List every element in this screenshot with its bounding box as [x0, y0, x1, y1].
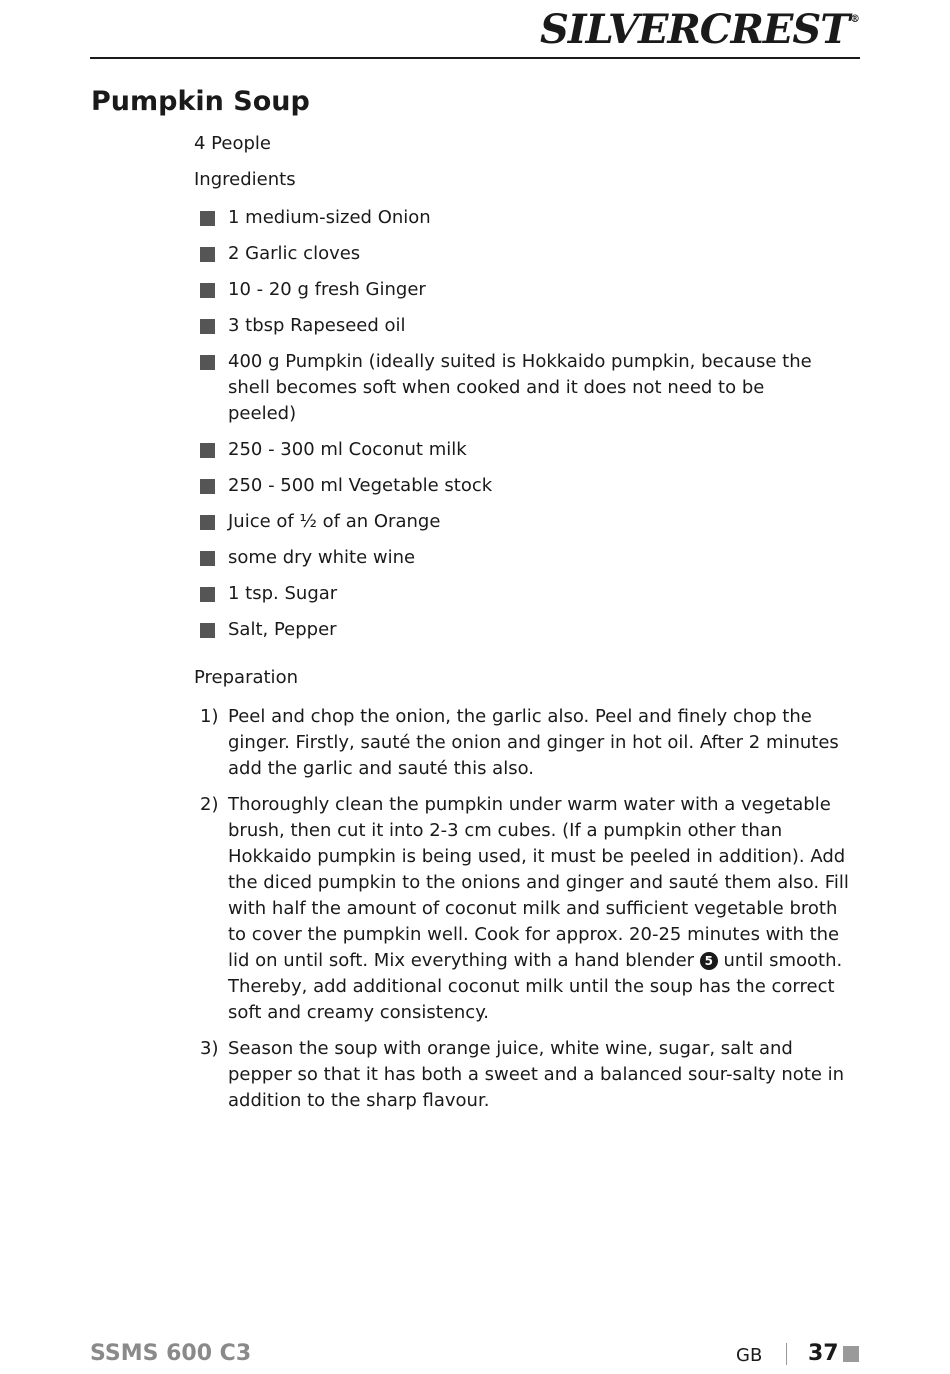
page-number: 37: [808, 1341, 839, 1366]
step-item: [200, 704, 858, 782]
ingredient-text: 3 tbsp Rapeseed oil: [228, 315, 406, 336]
page-title: Pumpkin Soup: [91, 86, 310, 117]
ingredient-text: 10 - 20 g fresh Ginger: [228, 279, 426, 300]
square-bullet-icon: [200, 247, 215, 262]
brand-logo-text: SILVERCREST: [540, 6, 849, 53]
step-text: Peel and chop the onion, the garlic also. Peel and finely chop the ginger. Firstly, sauté the onion and ginger in hot oil. After 2 minutes add the garlic and sauté this also.: [228, 706, 839, 779]
ingredient-item: [200, 473, 830, 499]
ingredient-item: [200, 509, 830, 535]
square-bullet-icon: [200, 623, 215, 638]
step-number: 3): [200, 1038, 219, 1059]
ingredient-item: [200, 313, 830, 339]
ingredient-item: [200, 241, 830, 267]
footer-language: GB: [736, 1345, 763, 1366]
ingredient-text: 1 tsp. Sugar: [228, 583, 338, 604]
step-text-part: until smooth. Thereby, add additional coconut milk until the soup has the correct soft and creamy consistency.: [228, 950, 843, 1023]
page-marker-square-icon: [843, 1346, 859, 1362]
figure-reference-5-icon: 5: [700, 952, 718, 970]
ingredients-heading: Ingredients: [194, 169, 296, 190]
square-bullet-icon: [200, 443, 215, 458]
ingredient-item: [200, 205, 830, 231]
step-number: 2): [200, 794, 219, 815]
footer-divider: [786, 1343, 787, 1365]
ingredient-text: 2 Garlic cloves: [228, 243, 361, 264]
ingredient-text: 400 g Pumpkin (ideally suited is Hokkaido pumpkin, because the shell becomes soft when cooked and it does not need to be peeled): [228, 351, 812, 424]
square-bullet-icon: [200, 355, 215, 370]
ingredient-text: some dry white wine: [228, 547, 416, 568]
ingredients-list: [200, 205, 830, 653]
square-bullet-icon: [200, 319, 215, 334]
square-bullet-icon: [200, 551, 215, 566]
brand-logo: [540, 6, 859, 53]
ingredient-text: Salt, Pepper: [228, 619, 337, 640]
square-bullet-icon: [200, 211, 215, 226]
preparation-heading: Preparation: [194, 667, 298, 688]
registered-mark: ®: [850, 14, 859, 25]
ingredient-item: [200, 349, 830, 427]
ingredient-item: [200, 277, 830, 303]
square-bullet-icon: [200, 515, 215, 530]
ingredient-item: [200, 617, 830, 643]
footer-model-number: SSMS 600 C3: [90, 1341, 252, 1366]
ingredient-text: Juice of ½ of an Orange: [228, 511, 441, 532]
header-rule: [90, 57, 860, 59]
square-bullet-icon: [200, 587, 215, 602]
ingredient-text: 250 - 500 ml Vegetable stock: [228, 475, 493, 496]
preparation-steps: [200, 704, 858, 1124]
step-item: [200, 1036, 858, 1114]
ingredient-item: [200, 545, 830, 571]
step-item: [200, 792, 858, 1026]
servings: 4 People: [194, 133, 271, 154]
ingredient-text: 250 - 300 ml Coconut milk: [228, 439, 467, 460]
step-text-part: Thoroughly clean the pumpkin under warm water with a vegetable brush, then cut it into 2-3 cm cubes. (If a pumpkin other than Hokkaido pumpkin is being used, it must be peeled in addition). Add the diced pumpkin to the onions and ginger and sauté them also. Fill with half the amount of coconut milk and sufficient vegetable broth to cover the pumpkin well. Cook for approx. 20-25 minutes with the lid on until soft. Mix everything with a hand blender: [228, 794, 849, 971]
square-bullet-icon: [200, 283, 215, 298]
ingredient-item: [200, 437, 830, 463]
ingredient-text: 1 medium-sized Onion: [228, 207, 431, 228]
square-bullet-icon: [200, 479, 215, 494]
step-number: 1): [200, 706, 219, 727]
ingredient-item: [200, 581, 830, 607]
step-text: Season the soup with orange juice, white wine, sugar, salt and pepper so that it has both a sweet and a balanced sour-salty note in addition to the sharp flavour.: [228, 1038, 845, 1111]
